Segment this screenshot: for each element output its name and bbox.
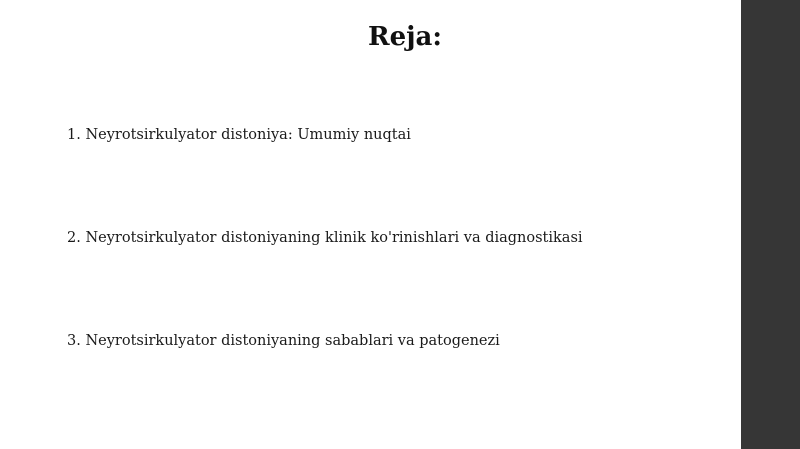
- right-side-panel: [741, 0, 800, 449]
- plan-item-3: 3. Neyrotsirkulyator distoniyaning sabablari va patogenezi: [67, 333, 500, 349]
- plan-item-2: 2. Neyrotsirkulyator distoniyaning klinik ko'rinishlari va diagnostikasi: [67, 230, 583, 246]
- plan-item-1: 1. Neyrotsirkulyator distoniya: Umumiy nuqtai: [67, 127, 411, 143]
- plan-list: [67, 0, 727, 449]
- slide-title: Reja:: [367, 22, 442, 52]
